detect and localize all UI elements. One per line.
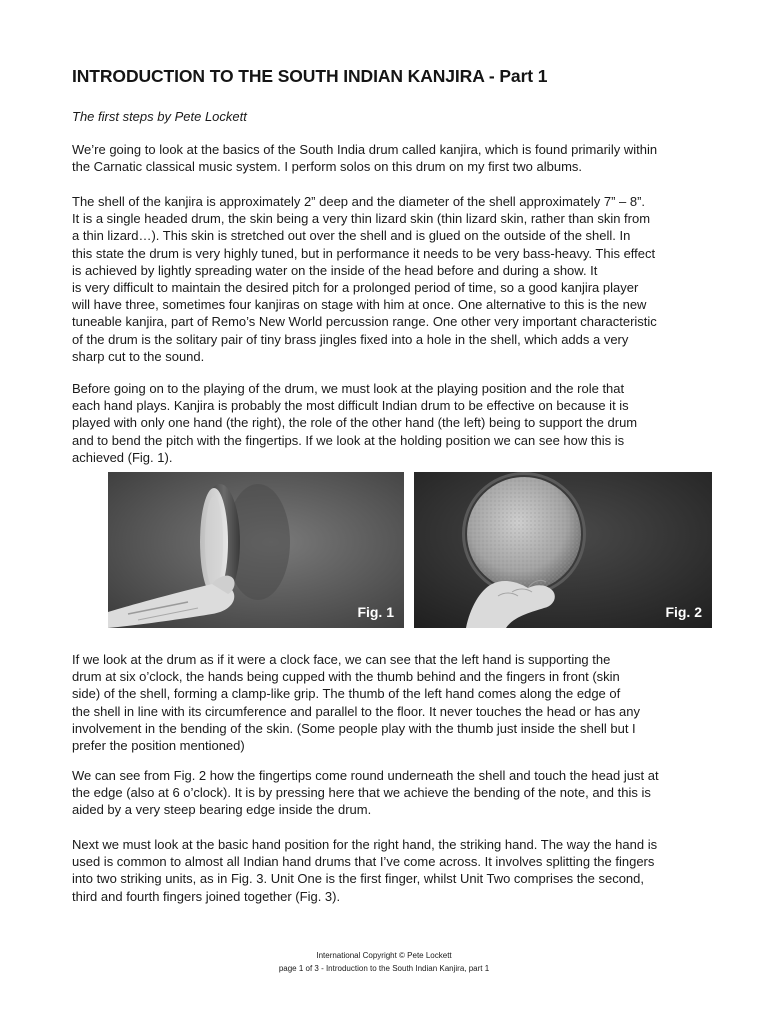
paragraph-right-hand: Next we must look at the basic hand position for the right hand, the striking hand. The way the hand is used is common to almost all Indian hand drums that I’ve come across. It involves splitting the fingers into two striking units, as in Fig. 3. Unit One is the first finger, whilst Unit Two comprises the second, third and fourth fingers joined together (Fig. 3). <box>72 837 658 904</box>
footer-page-info: page 1 of 3 - Introduction to the South Indian Kanjira, part 1 <box>278 964 490 973</box>
figure-1-photo <box>108 472 404 628</box>
figure-1-caption: Fig. 1 <box>357 604 394 620</box>
document-title: INTRODUCTION TO THE SOUTH INDIAN KANJIRA - Part 1 <box>72 66 548 86</box>
paragraph-fingertips: We can see from Fig. 2 how the fingertips come round underneath the shell and touch the head just at the edge (also at 6 o’clock). It is by pressing here that we achieve the bending of the note, and this is aided by a very steep bearing edge inside the drum. <box>72 768 659 818</box>
figure-2-photo <box>414 472 712 628</box>
figure-2-caption: Fig. 2 <box>665 604 702 620</box>
footer-copyright: International Copyright © Pete Lockett <box>316 951 452 960</box>
paragraph-clock-face: If we look at the drum as if it were a clock face, we can see that the left hand is supporting the drum at six o’clock, the hands being cupped with the thumb behind and the fingers in front (skin side) of the shell, forming a clamp-like grip. The thumb of the left hand comes along the edge of the shell in line with its circumference and parallel to the floor. It never touches the head or has any involvement in the bending of the skin. (Some people play with the thumb just inside the shell but I prefer the position mentioned) <box>72 652 640 754</box>
page-footer <box>0 949 768 975</box>
document-subtitle: The first steps by Pete Lockett <box>72 109 247 124</box>
paragraph-intro: We’re going to look at the basics of the South India drum called kanjira, which is found primarily within the Carnatic classical music system. I perform solos on this drum on my first two albums. <box>72 142 658 175</box>
paragraph-playing-position: Before going on to the playing of the drum, we must look at the playing position and the role that each hand plays. Kanjira is probably the most difficult Indian drum to be effective on because it is played with only one hand (the right), the role of the other hand (the left) being to support the drum and to bend the pitch with the fingertips. If we look at the holding position we can see how this is achieved (Fig. 1). <box>72 381 638 465</box>
document-page <box>72 0 704 1024</box>
paragraph-shell: The shell of the kanjira is approximately 2” deep and the diameter of the shell approximately 7” – 8”. It is a single headed drum, the skin being a very thin lizard skin (thin lizard skin, rather than skin from a thin lizard…). This skin is stretched out over the shell and is glued on the outside of the shell. In this state the drum is very highly tuned, but in performance it needs to be very bass-heavy. This effect is achieved by lightly spreading water on the inside of the head before and during a show. It is very difficult to maintain the desired pitch for a prolonged period of time, so a good kanjira player will have three, sometimes four kanjiras on stage with him at once. One alternative to this is the new tuneable kanjira, part of Remo’s New World percussion range. One other very important characteristic of the drum is the solitary pair of tiny brass jingles fixed into a hole in the shell, which adds a very sharp cut to the sound. <box>72 194 657 364</box>
